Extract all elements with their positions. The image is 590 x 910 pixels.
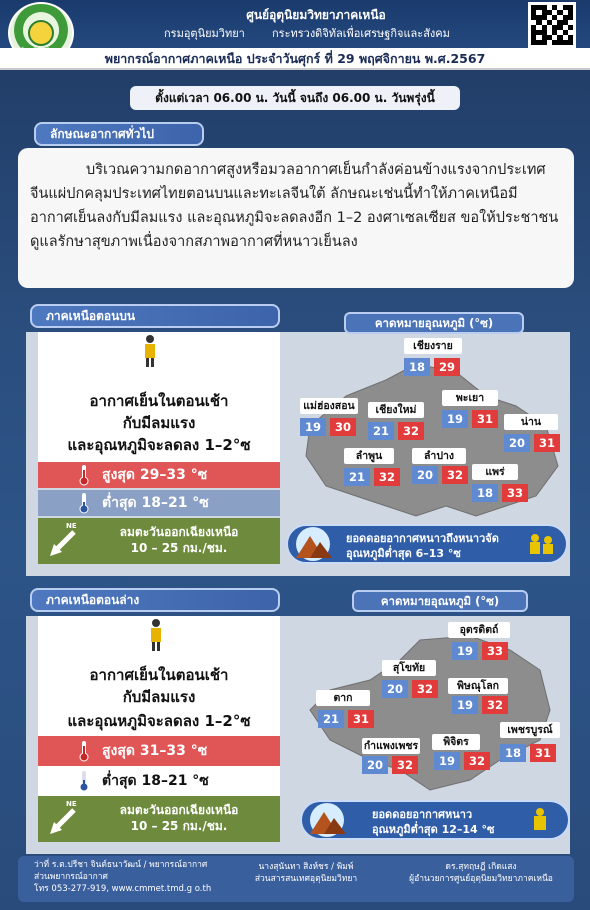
province-label: เชียงใหม่ (368, 402, 424, 418)
lower-condition-line3: และอุณหภูมิจะลดลง 1–2°ซ (67, 712, 251, 730)
thermometer-cold-icon (78, 770, 90, 792)
org-center-name: ศูนย์อุตุนิยมวิทยาภาคเหนือ (246, 8, 386, 22)
temp-max: 30 (330, 418, 356, 436)
temp-max: 29 (434, 358, 460, 376)
lower-map-tab: คาดหมายอุณหภูมิ (°ซ) (352, 590, 528, 612)
general-description-box (18, 148, 574, 288)
org-ministry: กระทรวงดิจิทัลเพื่อเศรษฐกิจและสังคม (272, 27, 450, 40)
upper-wind-speed: 10 – 25 กม./ชม. (130, 541, 228, 555)
temp-max: 31 (472, 410, 498, 428)
lower-peak-line2: อุณหภูมิต่ำสุด 12–14 °ซ (372, 823, 495, 836)
temp-min: 19 (434, 752, 460, 770)
footer-forecast-division: ส่วนพยากรณ์อากาศ (34, 872, 108, 882)
province-label: อุตรดิตถ์ (448, 622, 510, 638)
province-label: น่าน (504, 414, 558, 430)
lower-peak-line1: ยอดดอยอากาศหนาว (372, 808, 473, 821)
temp-max: 32 (398, 422, 424, 440)
lower-high-temp (38, 736, 280, 766)
cold-people-icon (526, 532, 556, 558)
province-label: กำแพงเพชร (363, 740, 419, 752)
temp-max: 32 (392, 756, 418, 774)
upper-low-temp (38, 490, 280, 516)
forecast-period: ตั้งแต่เวลา 06.00 น. วันนี้ จนถึง 06.00 น. วันพรุ่งนี้ (130, 86, 460, 110)
temp-min: 19 (452, 696, 478, 714)
org-department: กรมอุตุนิยมวิทยา (164, 27, 245, 40)
upper-map-tab: คาดหมายอุณหภูมิ (°ซ) (344, 312, 524, 334)
lower-low-temp (38, 766, 280, 796)
thermometer-hot-icon (78, 740, 90, 762)
lower-wind-icon-label: NE (66, 800, 77, 808)
footer-director-title: ผู้อำนวยการศูนย์อุตุนิยมวิทยาภาคเหนือ (409, 874, 553, 884)
temp-min: 18 (472, 484, 498, 502)
upper-peak-line2: อุณหภูมิต่ำสุด 6–13 °ซ (346, 547, 461, 560)
temp-min: 20 (362, 756, 388, 774)
lower-condition-line1: อากาศเย็นในตอนเช้า (89, 666, 229, 684)
upper-low-text: ต่ำสุด 18–21 °ซ (102, 495, 209, 511)
province-label: สุโขทัย (382, 660, 436, 676)
general-section-tab: ลักษณะอากาศทั่วไป (34, 122, 204, 146)
temp-min: 20 (504, 434, 530, 452)
upper-condition-line2: กับมีลมแรง (122, 414, 196, 432)
person-icon (142, 334, 158, 368)
province-label: แม่ฮ่องสอน (300, 398, 358, 414)
temp-max: 31 (348, 710, 374, 728)
forecast-title: พยากรณ์อากาศภาคเหนือ ประจำวันศุกร์ ที่ 29 พฤศจิกายน พ.ศ.2567 (0, 48, 590, 70)
logo-emblem-icon (28, 20, 54, 46)
footer-contact[interactable]: โทร 053-277-919, www.cmmet.tmd.g o.th (34, 884, 212, 894)
upper-peak-line1: ยอดดอยอากาศหนาวถึงหนาวจัด (346, 532, 499, 545)
mountain-icon (290, 526, 336, 562)
temp-min: 19 (452, 642, 478, 660)
upper-wind-direction: ลมตะวันออกเฉียงเหนือ (119, 525, 239, 539)
footer-director: ดร.สุทฤษฎี เกิดแสง (445, 862, 517, 872)
cold-person-icon (530, 806, 550, 834)
province-label: ลำปาง (412, 448, 466, 464)
temp-max: 32 (464, 752, 490, 770)
temp-max: 32 (482, 696, 508, 714)
mountain-icon (304, 802, 350, 838)
lower-high-text: สูงสุด 31–33 °ซ (102, 743, 208, 759)
province-label: พิษณุโลก (448, 678, 508, 694)
province-label: ลำพูน (344, 448, 394, 464)
province-label: แพร่ (472, 464, 518, 480)
lower-low-text: ต่ำสุด 18–21 °ซ (102, 773, 209, 789)
temp-max: 33 (482, 642, 508, 660)
temp-min: 20 (382, 680, 408, 698)
temp-min: 21 (318, 710, 344, 728)
footer-typist: นางสุนันทา สิงห์ชร / พิมพ์ (258, 862, 354, 872)
temp-max: 32 (374, 468, 400, 486)
thermometer-cold-icon (78, 492, 90, 514)
lower-wind-direction: ลมตะวันออกเฉียงเหนือ (119, 803, 239, 817)
general-description-text: บริเวณความกดอากาศสูงหรือมวลอากาศเย็นกำลังค่อนข้างแรงจากประเทศจีนแผ่ปกคลุมประเทศไทยตอนบนและทะเลจีนใต้ ลักษณะเช่นนี้ทำให้ภาคเหนือมีอากาศเย็นลงกับมีลมแรง และอุณหภูมิจะลดลงอีก 1–2 องศาเซลเซียส ขอให้ประชาชนดูแลรักษาสุขภาพเนื่องจากสภาพอากาศที่หนาวเย็นลง (30, 162, 559, 250)
temp-max: 32 (442, 466, 468, 484)
lower-north-tab: ภาคเหนือตอนล่าง (30, 588, 280, 612)
province-label: เชียงราย (404, 338, 462, 354)
province-label: ตาก (316, 690, 370, 706)
temp-min: 18 (404, 358, 430, 376)
province-label: พิจิตร (432, 734, 480, 750)
upper-high-temp (38, 462, 280, 488)
province-label: เพชรบูรณ์ (500, 722, 560, 738)
province-label: พะเยา (442, 390, 498, 406)
footer-forecaster: ว่าที่ ร.ต.ปรีชา จินต์ธนาวัฒน์ / พยากรณ์อากาศ (34, 860, 208, 870)
temp-min: 19 (442, 410, 468, 428)
person-icon (148, 618, 164, 652)
temp-min: 19 (300, 418, 326, 436)
temp-max: 32 (412, 680, 438, 698)
qr-code-icon[interactable] (528, 2, 576, 48)
temp-max: 31 (534, 434, 560, 452)
temp-max: 33 (502, 484, 528, 502)
lower-wind-speed: 10 – 25 กม./ชม. (130, 819, 228, 833)
temp-min: 20 (412, 466, 438, 484)
lower-condition-line2: กับมีลมแรง (122, 688, 196, 706)
thermometer-hot-icon (78, 464, 90, 486)
temp-min: 18 (500, 744, 526, 762)
temp-min: 21 (368, 422, 394, 440)
upper-condition-line3: และอุณหภูมิจะลดลง 1–2°ซ (67, 436, 251, 454)
upper-wind-icon-label: NE (66, 522, 77, 530)
upper-north-tab: ภาคเหนือตอนบน (30, 304, 280, 328)
footer-info-division: ส่วนสารสนเทศอุตุนิยมวิทยา (254, 874, 358, 884)
temp-min: 21 (344, 468, 370, 486)
upper-high-text: สูงสุด 29–33 °ซ (102, 467, 208, 483)
upper-condition-line1: อากาศเย็นในตอนเช้า (89, 392, 229, 410)
temp-max: 31 (530, 744, 556, 762)
